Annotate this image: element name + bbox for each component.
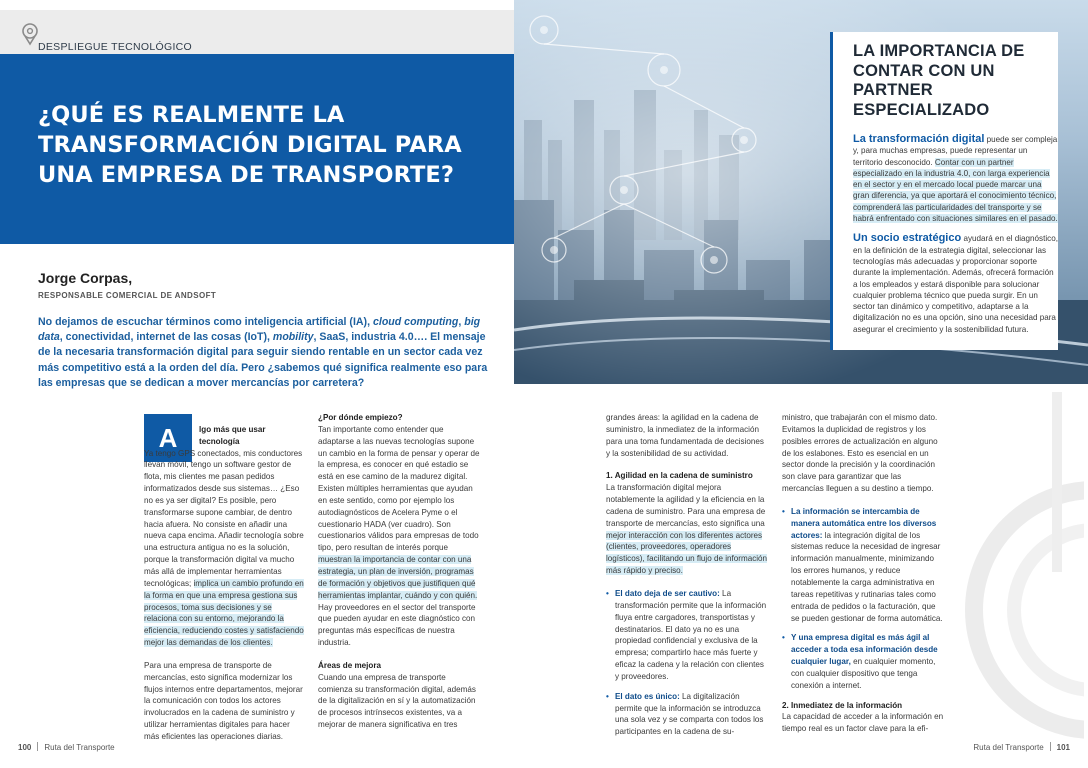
body-column-2 bbox=[318, 412, 480, 742]
col3-paragraph-2: La transformación digital mejora notablemente la agilidad y la eficiencia en la cadena de suministro. Para una empresa de transporte de mercancías, esto significa una mejor interacción con los diferentes actores (clientes, proveedores, operadores logísticos), facilitando un flujo de información más rápido y preciso. bbox=[606, 483, 768, 576]
col2-heading-2: Áreas de mejora bbox=[318, 660, 381, 670]
footer-left bbox=[18, 742, 115, 752]
author-role: RESPONSABLE COMERCIAL DE ANDSOFT bbox=[38, 291, 217, 300]
sidebar-paragraph-2: Un socio estratégico ayudará en el diagnóstico, en la definición de la estrategia digital, seleccionar las tecnologías más adecuadas y proporcionar soporte durante la implementación. Además, ofrecerá formación a los empleados y estará disponible para solucionar cualquier problema técnico que pueda surgir. En un sector tan dinámico y competitivo, adaptarse a la digitalización no es una opción, sino una necesidad para asegurar el crecimiento y la sostenibilidad futura. bbox=[853, 232, 1058, 334]
partner-sidebar-box bbox=[830, 32, 1058, 350]
intro-paragraph: No dejamos de escuchar términos como inteligencia artificial (IA), cloud computing, big data, conectividad, internet de las cosas (IoT), mobility, SaaS, industria 4.0…. El mensaje de la necesaria transformación digital para seguir siendo rentable en un sector cada vez más competitivo está a la orden del día. Pero ¿sabemos qué significa realmente eso para las empresas que se dedican a mover mercancías por carretera? bbox=[38, 316, 488, 389]
col2-paragraph-2: Cuando una empresa de transporte comienza su transformación digital, además de la digitalización en sí y la automatización de procesos intrínsecos existentes, va a mejorar de manera significativa en tres bbox=[318, 672, 476, 730]
location-pin-icon bbox=[20, 22, 40, 46]
section-tag-band bbox=[0, 10, 520, 54]
col4-paragraph-2: La capacidad de acceder a la información en tiempo real es un factor clave para la efi- bbox=[782, 712, 944, 734]
body-column-4 bbox=[782, 412, 944, 746]
col2-heading-1: ¿Por dónde empiezo? bbox=[318, 413, 403, 422]
sidebar-title: LA IMPORTANCIA DE CONTAR CON UN PARTNER ESPECIALIZADO bbox=[853, 42, 1025, 119]
col3-bullet-1: • El dato deja de ser cautivo: La transformación permite que la información fluya entre cargadores, transportistas y destinatarios. El dato ya no es una propiedad confidencial y exclusiva de la empresa; compartirlo hace más fuerte y eficaz la cadena y la relación con clientes y proveedores. bbox=[606, 588, 768, 683]
page-number-right: 101 bbox=[1056, 743, 1070, 752]
author-name: Jorge Corpas, bbox=[38, 270, 133, 286]
col4-heading-2: 2. Inmediatez de la información bbox=[782, 700, 903, 710]
publication-name-right: Ruta del Transporte bbox=[973, 743, 1044, 752]
publication-name-left: Ruta del Transporte bbox=[44, 743, 115, 752]
col3-heading-1: 1. Agilidad en la cadena de suministro bbox=[606, 471, 753, 481]
col1-lead-heading: lgo más que usar tecnología bbox=[199, 424, 266, 446]
section-label: DESPLIEGUE TECNOLÓGICO bbox=[38, 41, 193, 53]
body-column-3 bbox=[606, 412, 768, 746]
col3-paragraph-1: grandes áreas: la agilidad en la cadena de suministro, la inmediatez de la información para una toma fundamentada de decisiones y la sostenibilidad de su actividad. bbox=[606, 413, 764, 458]
col1-paragraph-1: Ya tengo GPS conectados, mis conductores llevan móvil, tengo un software gestor de flota, mis clientes me pasan pedidos informatizados desde sus sistemas… ¿Eso no es ya ser digital? Es posible, pero transformarse supone cambiar, de dentro hacia afuera. No consiste en añadir una nueva capa encima. Añadir tecnología sobre una estructura antigua no es la solución, porque la transformación digital va mucho más allá de implementar herramientas tecnológicas; implica un cambio profundo en la forma en que una empresa gestiona sus procesos, toma sus decisiones y se relaciona con su entorno, mejorando la eficiencia, reduciendo costes y satisfaciendo mejor las demandas de los clientes. bbox=[144, 448, 304, 648]
body-column-1 bbox=[144, 412, 306, 754]
footer-right bbox=[973, 742, 1070, 752]
col3-bullet-2: • El dato es único: La digitalización permite que la información se introduzca una sola vez y se comparta con todos los participantes en la cadena de su- bbox=[606, 691, 768, 738]
drop-cap: A bbox=[144, 414, 192, 462]
page-number-left: 100 bbox=[18, 743, 32, 752]
col4-paragraph-1: ministro, que trabajarán con el mismo dato. Evitamos la duplicidad de registros y los posibles errores de actualización en alguno de los eslabones. Esto es esencial en un sector donde la precisión y la coordinación son clave para garantizar que las mercancías lleguen a su destino a tiempo. bbox=[782, 413, 938, 494]
col2-paragraph-1: Tan importante como entender que adaptarse a las nuevas tecnologías supone un cambio en la forma de pensar y operar de la empresa, es conocer en qué estadio se está en ese camino de la madurez digital. Existen múltiples herramientas que ayudan en este sentido, como por ejemplo los autodiagnósticos de Acelera Pyme o el cuestionario HADA (ver cuadro). Son cuestionarios válidos para empresas de todo tipo, pero resultan de interés porque muestran la importancia de contar con una estrategia, un plan de inversión, programas de formación y objetivos que justifiquen qué herramientas implantar, cuándo y con quién. Hay proveedores en el sector del transporte que pueden ayudar en este diagnóstico con preguntas más específicas de nuestra industria. bbox=[318, 424, 480, 648]
sidebar-body bbox=[853, 134, 1059, 344]
col4-bullet-1: • La información se intercambia de manera automática entre los diversos actores: la integración digital de los sistemas reduce la necesidad de ingresar información manualmente, minimizando los errores humanos, y reduce notablemente la carga administrativa en tareas repetitivas y rutinarias tales como entrada de pedidos o la facturación, que se pueden gestionar de forma automática. bbox=[782, 506, 944, 624]
article-title: ¿QUÉ ES REALMENTE LA TRANSFORMACIÓN DIGITAL PARA UNA EMPRESA DE TRANSPORTE? bbox=[38, 102, 462, 188]
col4-bullet-2: • Y una empresa digital es más ágil al acceder a toda esa información desde cualquier lugar, en cualquier momento, con cualquier dispositivo que tenga conexión a internet. bbox=[782, 632, 944, 691]
sidebar-paragraph-1: La transformación digital puede ser compleja y, para muchas empresas, puede representar un territorio desconocido. Contar con un partner especializado en la industria 4.0, con larga experiencia en el sector y en el mercado local puede marcar una gran diferencia, ya que aportará el conocimiento técnico, comprenderá las particularidades del transporte y se habrá enfrentado con situaciones similares en el pasado. bbox=[853, 133, 1058, 224]
decorative-bar bbox=[1052, 392, 1062, 572]
col1-paragraph-2: Para una empresa de transporte de mercancías, esto significa modernizar los flujos internos entre departamentos, mejorar la comunicación con todos los actores involucrados en la cadena de suministro y utilizar herramientas digitales para hacer más eficientes las operaciones diarias. bbox=[144, 660, 303, 741]
